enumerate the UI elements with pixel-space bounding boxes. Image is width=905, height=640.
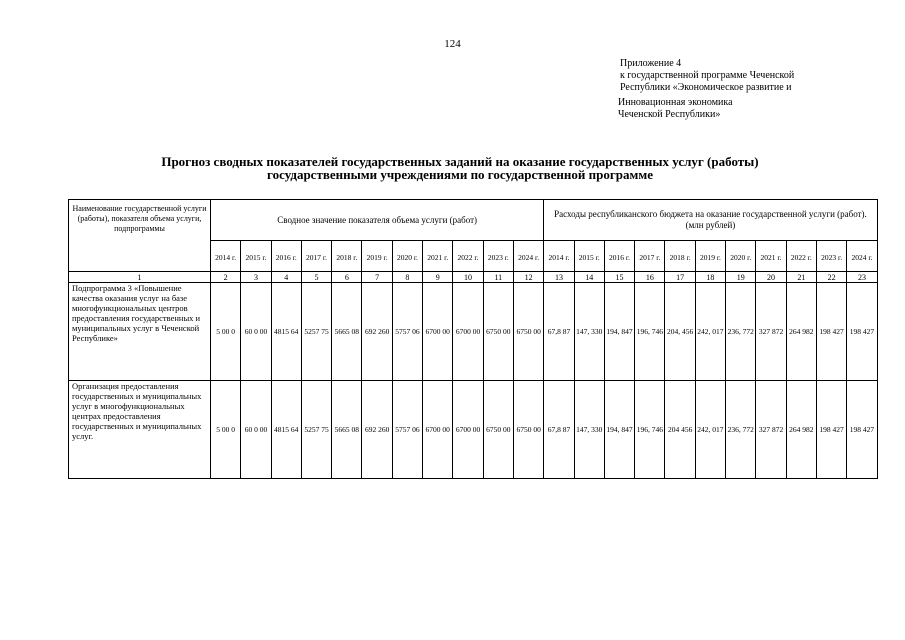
volume-value-cell: 6750 00 [483,283,513,381]
volume-value-cell: 5757 06 [392,283,422,381]
expenses-value-cell: 194, 847 [604,283,634,381]
column-number: 17 [665,272,695,283]
expenses-value-cell: 196, 746 [635,283,665,381]
volume-value-cell: 692 260 [362,381,392,479]
volume-value-cell: 6700 00 [453,381,483,479]
column-number: 8 [392,272,422,283]
volume-value-cell: 6700 00 [423,283,453,381]
expenses-year-header: 2018 г. [665,241,695,272]
row-name-cell: Подпрограмма 3 «Повышение качества оказания услуг на базе многофункциональных центров предоставления государственных и муниципальных услуг в Чеченской Республике» [69,283,211,381]
appendix-note [620,58,900,121]
page-number: 124 [444,38,461,50]
column-number: 3 [241,272,271,283]
row-name-cell: Организация предоставления государственных и муниципальных услуг в многофункциональных центрах предоставления государственных и муниципальных услуг. [69,381,211,479]
column-number: 14 [574,272,604,283]
expenses-value-cell: 264 982 [786,381,816,479]
volume-value-cell: 60 0 00 [241,381,271,479]
expenses-year-header: 2017 г. [635,241,665,272]
column-number: 21 [786,272,816,283]
expenses-value-cell: 204, 456 [665,283,695,381]
expenses-value-cell: 264 982 [786,283,816,381]
expenses-year-header: 2015 г. [574,241,604,272]
expenses-value-cell: 242, 017 [695,381,725,479]
volume-year-header: 2018 г. [332,241,362,272]
table-row [69,283,878,381]
column-number: 10 [453,272,483,283]
title-line-1: Прогноз сводных показателей государственных заданий на оказание государственных услуг (работы) [161,154,759,169]
expenses-year-header: 2023 г. [816,241,846,272]
appendix-line-3: Республики «Экономическое развитие и [620,82,792,93]
column-number: 5 [301,272,331,283]
expenses-value-cell: 67,8 87 [544,283,574,381]
expenses-value-cell: 196, 746 [635,381,665,479]
expenses-value-cell: 327 872 [756,381,786,479]
volume-value-cell: 6700 00 [453,283,483,381]
volume-value-cell: 6750 00 [483,381,513,479]
expenses-value-cell: 236, 772 [726,381,756,479]
column-number: 7 [362,272,392,283]
volume-value-cell: 5257 75 [301,381,331,479]
expenses-value-cell: 198 427 [847,283,877,381]
volume-year-header: 2021 г. [423,241,453,272]
volume-value-cell: 4815 64 [271,381,301,479]
column-number: 22 [816,272,846,283]
header-expenses-group: Расходы республиканского бюджета на оказание государственной услуги (работ). (млн рублей) [544,200,877,241]
expenses-year-header: 2019 г. [695,241,725,272]
column-number: 4 [271,272,301,283]
appendix-line-2: к государственной программе Чеченской [620,70,795,81]
expenses-year-header: 2022 г. [786,241,816,272]
table-row [69,381,878,479]
volume-value-cell: 5257 75 [301,283,331,381]
column-number: 13 [544,272,574,283]
appendix-line-1: Приложение 4 [620,58,682,69]
volume-year-header: 2015 г. [241,241,271,272]
expenses-year-header: 2024 г. [847,241,877,272]
appendix-line-4: Инновационная экономика [618,97,733,108]
expenses-value-cell: 67,8 87 [544,381,574,479]
column-number: 6 [332,272,362,283]
volume-value-cell: 5665 08 [332,283,362,381]
volume-year-header: 2014 г. [211,241,241,272]
volume-year-header: 2022 г. [453,241,483,272]
volume-value-cell: 5 00 0 [211,381,241,479]
header-service-name: Наименование государственной услуги (работы), показателя объема услуги, подпрограммы [69,200,211,272]
column-number: 19 [726,272,756,283]
expenses-value-cell: 147, 330 [574,283,604,381]
expenses-year-header: 2020 г. [726,241,756,272]
volume-year-header: 2016 г. [271,241,301,272]
expenses-value-cell: 242, 017 [695,283,725,381]
volume-value-cell: 5757 06 [392,381,422,479]
expenses-value-cell: 147, 330 [574,381,604,479]
header-volume-group: Сводное значение показателя объема услуги (работ) [211,200,544,241]
appendix-line-5: Чеченской Республики» [618,109,721,120]
volume-value-cell: 692 260 [362,283,392,381]
expenses-value-cell: 327 872 [756,283,786,381]
column-number: 16 [635,272,665,283]
volume-value-cell: 6750 00 [513,381,543,479]
expenses-year-header: 2014 г. [544,241,574,272]
column-number: 9 [423,272,453,283]
expenses-value-cell: 198 427 [847,381,877,479]
volume-value-cell: 6700 00 [423,381,453,479]
expenses-value-cell: 198 427 [816,381,846,479]
title-line-2: государственными учреждениями по государственной программе [267,167,653,182]
volume-year-header: 2017 г. [301,241,331,272]
column-number: 11 [483,272,513,283]
document-title [60,155,860,181]
expenses-year-header: 2021 г. [756,241,786,272]
column-number: 1 [69,272,211,283]
volume-value-cell: 60 0 00 [241,283,271,381]
volume-value-cell: 5665 08 [332,381,362,479]
volume-value-cell: 4815 64 [271,283,301,381]
expenses-value-cell: 198 427 [816,283,846,381]
volume-year-header: 2024 г. [513,241,543,272]
volume-year-header: 2020 г. [392,241,422,272]
expenses-value-cell: 194, 847 [604,381,634,479]
column-number: 2 [211,272,241,283]
column-number: 23 [847,272,877,283]
volume-year-header: 2023 г. [483,241,513,272]
volume-year-header: 2019 г. [362,241,392,272]
volume-value-cell: 6750 00 [513,283,543,381]
column-number: 20 [756,272,786,283]
column-number: 15 [604,272,634,283]
column-number: 12 [513,272,543,283]
expenses-year-header: 2016 г. [604,241,634,272]
volume-value-cell: 5 00 0 [211,283,241,381]
expenses-value-cell: 204 456 [665,381,695,479]
expenses-value-cell: 236, 772 [726,283,756,381]
forecast-table [68,199,878,479]
column-number: 18 [695,272,725,283]
